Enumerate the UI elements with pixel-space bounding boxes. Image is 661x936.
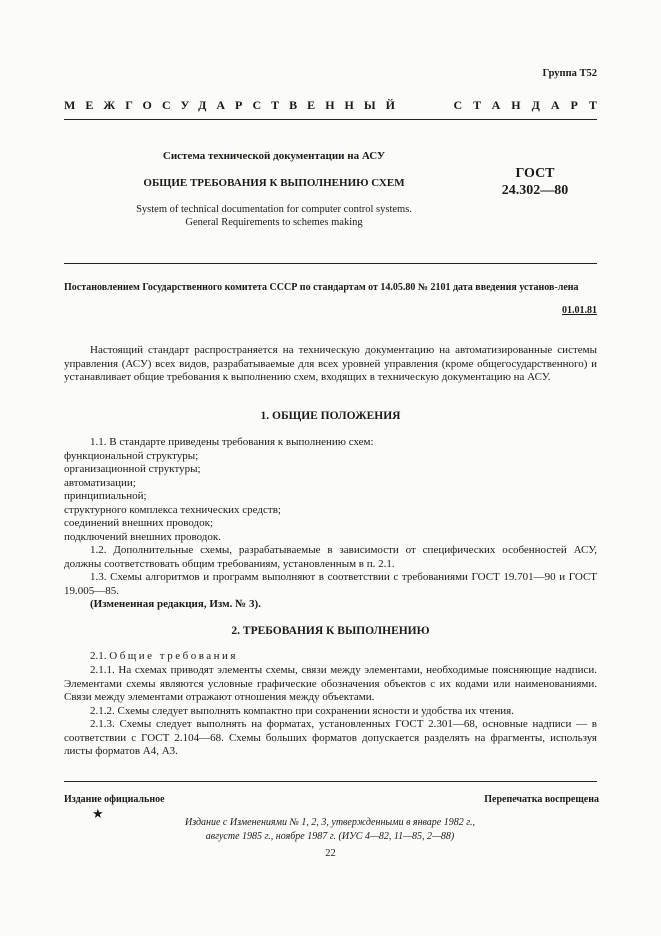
amendment-note: (Измененная редакция, Изм. № 3). xyxy=(90,598,261,610)
introduction-date: 01.01.81 xyxy=(562,305,597,316)
clause-1-3: 1.3. Схемы алгоритмов и программ выполняют в соответствии с требованиями ГОСТ 19.701—90 и ГОСТ 19.005—85. xyxy=(64,571,597,597)
list-item: принципиальной; xyxy=(64,490,147,502)
official-edition: Издание официальное xyxy=(64,794,165,805)
star-icon: ★ xyxy=(92,806,104,821)
gost-code: 24.302—80 xyxy=(501,183,569,198)
decree-text: Постановлением Государственного комитета СССР по стандартам от 14.05.80 № 2101 дата введения установ-лена xyxy=(64,282,579,293)
header-rule xyxy=(64,119,597,120)
clause-1-2: 1.2. Дополнительные схемы, разрабатываемые в зависимости от специфических особенностей АСУ, должны соответствовать общим требованиям, установленным в п. 2.1. xyxy=(64,544,597,570)
clause-2-1-2: 2.1.2. Схемы следует выполнять компактно при сохранении ясности и удобства их чтения. xyxy=(90,705,514,717)
subsection-title: Общие требования xyxy=(109,650,238,662)
group-code: Группа Т52 xyxy=(542,68,597,79)
banner-interstate: МЕЖГОСУДАРСТВЕННЫЙ xyxy=(64,98,405,112)
editions-note xyxy=(150,816,510,843)
editions-line1: Издание с Изменениями № 1, 2, 3, утвержденными в январе 1982 г., xyxy=(184,817,476,828)
reprint-prohibited: Перепечатка воспрещена xyxy=(484,794,599,805)
banner-standard: СТАНДАРТ xyxy=(453,98,608,112)
clause-2-1-3: 2.1.3. Схемы следует выполнять на форматах, установленных ГОСТ 2.301—68, основные надписи — в соответствии с ГОСТ 2.104—68. Схемы больших форматов допускается разделять на фрагменты, используя листы форматов А4, А3. xyxy=(64,718,597,757)
system-title-en xyxy=(64,203,484,229)
section2-heading: 2. ТРЕБОВАНИЯ К ВЫПОЛНЕНИЮ xyxy=(231,625,430,637)
footer-rule xyxy=(64,781,597,782)
editions-line2: августе 1985 г., ноябре 1987 г. (ИУС 4—82, 11—85, 2—88) xyxy=(205,830,455,842)
title-rule xyxy=(64,263,597,264)
list-item: функциональной структуры; xyxy=(64,450,199,462)
list-item: подключений внешних проводок. xyxy=(64,531,221,543)
intro-paragraph: Настоящий стандарт распространяется на техническую документацию на автоматизированные системы управления (АСУ) всех видов, разрабатываемые для всех уровней управления (кроме общегосударственного) и устанавливает общие требования к выполнению схем, входящих в техническую документацию на АСУ. xyxy=(64,344,597,383)
gost-number xyxy=(490,165,580,199)
list-item: автоматизации; xyxy=(64,477,136,489)
subsection-number: 2.1. xyxy=(90,650,107,662)
page-number: 22 xyxy=(325,848,336,859)
standard-banner xyxy=(64,98,608,113)
gost-label: ГОСТ xyxy=(515,166,555,181)
system-title-ru: Система технической документации на АСУ xyxy=(162,150,386,162)
section1-heading: 1. ОБЩИЕ ПОЛОЖЕНИЯ xyxy=(260,410,401,422)
list-item: структурного комплекса технических средств; xyxy=(64,504,281,516)
clause-2-1-1: 2.1.1. На схемах приводят элементы схемы, связи между элементами, необходимые поясняющие надписи. Элементами схемы являются условные графические обозначения объектов с их кодами или наименованиями. Связи между элементами отражают отношения между объектами. xyxy=(64,664,597,703)
list-item: организационной структуры; xyxy=(64,463,201,475)
document-title: ОБЩИЕ ТРЕБОВАНИЯ К ВЫПОЛНЕНИЮ СХЕМ xyxy=(143,177,405,189)
clause-1-1: 1.1. В стандарте приведены требования к выполнению схем: xyxy=(90,436,374,448)
system-title-en-line1: System of technical documentation for computer control systems. xyxy=(136,204,412,215)
list-item: соединений внешних проводок; xyxy=(64,517,214,529)
system-title-en-line2: General Requirements to schemes making xyxy=(185,217,363,228)
subsection-2-1 xyxy=(90,650,238,664)
